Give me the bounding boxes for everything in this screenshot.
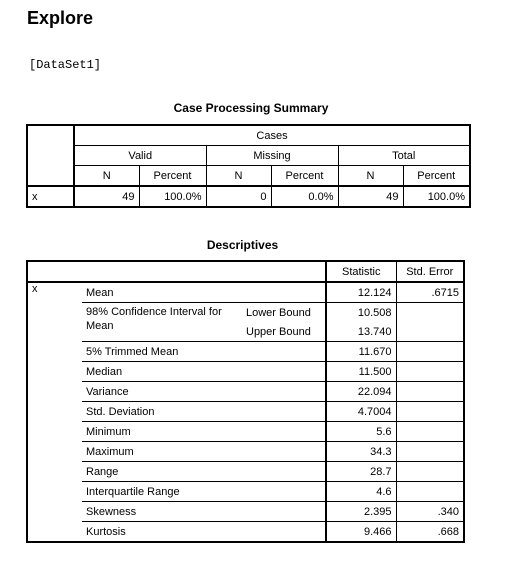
valid-n-header: N [74,166,139,187]
corner-cell [27,125,74,186]
missing-header: Missing [206,146,338,166]
table-row [27,362,464,382]
stat-value: 34.3 [326,442,396,462]
se-value: .668 [437,525,459,538]
missing-n-value: 0 [206,186,271,207]
row-label: Maximum [82,442,326,462]
row-label: Variance [82,382,326,402]
ci-lower-label: Lower Bound [246,306,311,319]
ci-upper-label: Upper Bound [242,322,326,342]
stat-value: 11.500 [326,362,396,382]
stat-value: 4.7004 [326,402,396,422]
stat-value: 4.6 [326,482,396,502]
std-error-header: Std. Error [396,261,464,282]
row-label: 5% Trimmed Mean [82,342,326,362]
se-value: .6715 [396,282,464,303]
page-title: Explore [27,8,94,28]
header-blank [27,261,326,282]
table-row [27,382,464,402]
ci-lower-value: 10.508 [326,303,396,323]
table-row [27,422,464,442]
stat-value: 2.395 [326,502,396,522]
stat-value: 5.6 [326,422,396,442]
table-row [27,522,464,543]
row-label: Std. Deviation [82,402,326,422]
se-value [396,422,464,442]
valid-header: Valid [74,146,206,166]
total-n-value: 49 [338,186,403,207]
stat-value: 12.124 [326,282,396,303]
se-value [396,442,464,462]
stat-value: 22.094 [326,382,396,402]
total-n-header: N [338,166,403,187]
missing-n-header: N [206,166,271,187]
row-label: Median [82,362,326,382]
case-processing-summary-table [26,124,471,208]
total-header: Total [338,146,470,166]
row-label: Kurtosis [86,525,126,538]
table-row [27,502,464,522]
table-row [27,482,464,502]
ci-upper-value: 13.740 [326,322,396,342]
se-value [396,382,464,402]
total-percent-header: Percent [403,166,470,187]
row-variable: x [27,186,74,207]
row-label: Range [82,462,326,482]
row-variable: x [32,283,38,295]
valid-n-value: 49 [74,186,139,207]
row-label: 98% Confidence Interval for Mean [82,303,242,342]
se-value [396,462,464,482]
stat-value: 11.670 [326,342,396,362]
table-row [27,342,464,362]
row-label: Skewness [82,502,326,522]
table-row [27,402,464,422]
table-row [27,282,464,303]
case-summary-caption: Case Processing Summary [173,101,329,115]
table-row [27,442,464,462]
total-percent-value: 100.0% [403,186,470,207]
se-value [396,303,464,342]
descriptives-caption: Descriptives [206,238,279,252]
valid-percent-value: 100.0% [139,186,206,207]
se-value [396,482,464,502]
row-label: Minimum [82,422,326,442]
table-row [27,462,464,482]
cases-header: Cases [74,125,470,146]
table-row [27,186,470,207]
table-row [27,303,464,323]
statistic-header: Statistic [326,261,396,282]
row-label: Interquartile Range [82,482,326,502]
missing-percent-header: Percent [271,166,338,187]
stat-value: 9.466 [326,522,396,543]
valid-percent-header: Percent [139,166,206,187]
dataset-label: [DataSet1] [29,58,102,72]
se-value: .340 [396,502,464,522]
se-value [396,402,464,422]
se-value [396,362,464,382]
se-value [396,342,464,362]
row-label: Mean [82,282,326,303]
descriptives-table [26,260,465,543]
missing-percent-value: 0.0% [271,186,338,207]
stat-value: 28.7 [326,462,396,482]
